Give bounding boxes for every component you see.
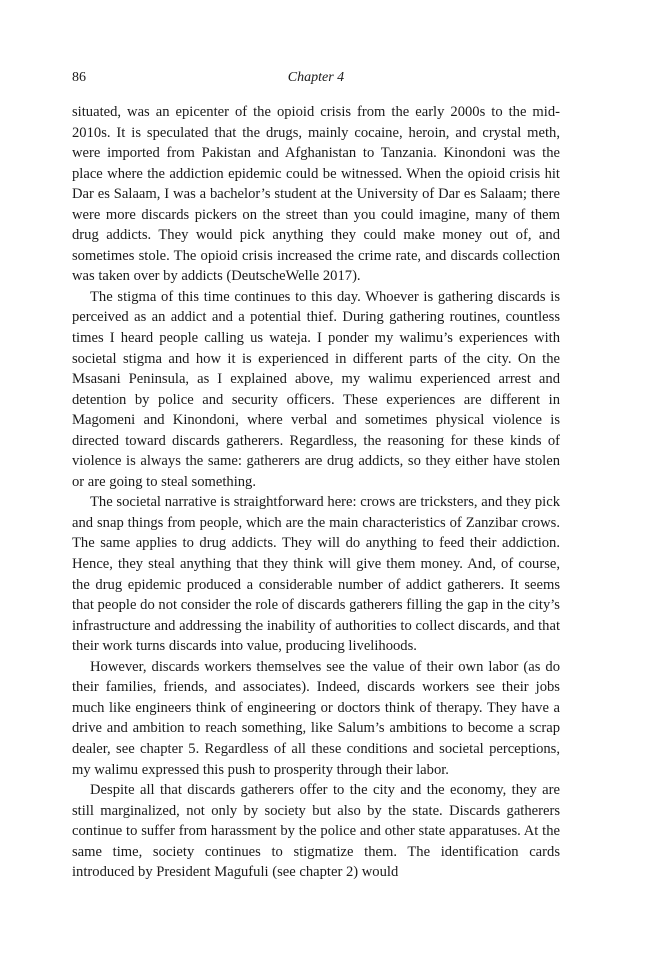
chapter-title: Chapter 4 xyxy=(287,70,345,85)
page-number: 86 xyxy=(72,70,86,85)
paragraph-1: situated, was an epicenter of the opioid crisis from the early 2000s to the mid-2010s. It is speculated that the drugs, mainly cocaine, heroin, and crystal meth, were imported from Pakistan and Afghanistan to Tanzania. Kinondoni was the place where the addiction epidemic could be witnessed. When the opioid crisis hit Dar es Salaam, I was a bachelor’s student at the University of Dar es Salaam; there were more discards pickers on the street than you could imagine, many of them drug addicts. They would pick anything they could make money out of, and sometimes stole. The opioid crisis increased the crime rate, and discards collection was taken over by addicts (DeutscheWelle 2017). xyxy=(72,104,560,285)
book-page xyxy=(72,68,560,883)
paragraph-2: The stigma of this time continues to this day. Whoever is gathering discards is perceived as an addict and a potential thief. During gathering routines, countless times I heard people calling us wateja. I ponder my walimu’s experiences with societal stigma and how it is experienced in different parts of the city. On the Msasani Peninsula, as I explained above, my walimu experienced arrest and detention by police and security officers. These experiences are different in Magomeni and Kinondoni, where verbal and sometimes physical violence is directed toward discards gatherers. Regardless, the reasoning for these kinds of violence is always the same: gatherers are drug addicts, so they either have stolen or are going to steal something. xyxy=(72,288,560,490)
paragraph-4: However, discards workers themselves see the value of their own labor (as do their families, friends, and associates). Indeed, discards workers see their jobs much like engineers think of engineering or doctors think of therapy. They have a drive and ambition to reach something, like Salum’s ambitions to become a scrap dealer, see chapter 5. Regardless of all these conditions and societal perceptions, my walimu expressed this push to prosperity through their labor. xyxy=(72,658,560,778)
paragraph-3: The societal narrative is straightforward here: crows are tricksters, and they pick and snap things from people, which are the main characteristics of Zanzibar crows. The same applies to drug addicts. They will do anything to feed their addiction. Hence, they steal anything that they think will give them money. And, of course, the drug epidemic produced a considerable number of addict gatherers. It seems that people do not consider the role of discards gatherers filling the gap in the city’s infrastructure and addressing the inability of authorities to collect discards, and that their work turns discards into value, producing livelihoods. xyxy=(72,494,560,655)
paragraph-5: Despite all that discards gatherers offer to the city and the economy, they are still marginalized, not only by society but also by the state. Discards gatherers continue to suffer from harassment by the police and other state apparatuses. At the same time, society continues to stigmatize them. The identification cards introduced by President Magufuli (see chapter 2) would xyxy=(72,782,560,881)
running-head xyxy=(72,68,560,88)
body-text xyxy=(72,102,560,883)
